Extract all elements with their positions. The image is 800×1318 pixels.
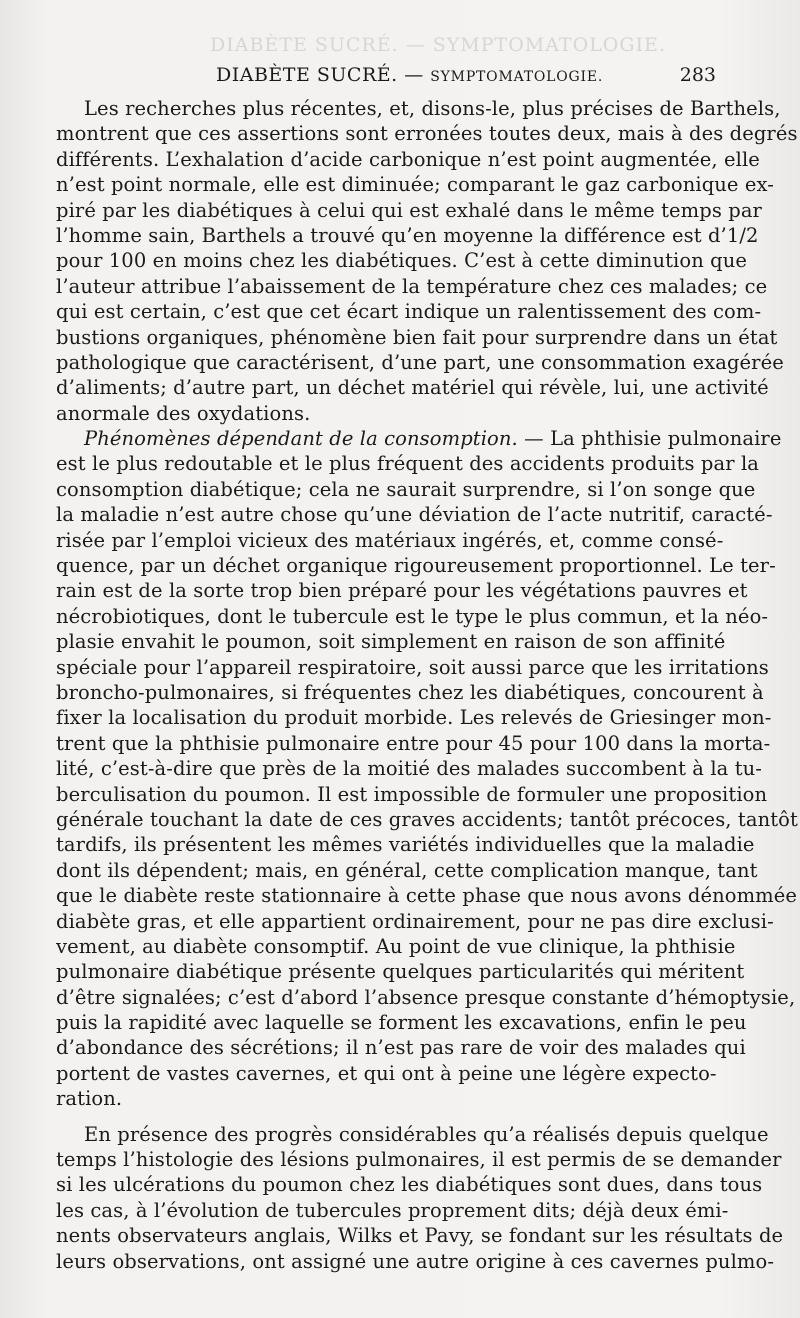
text-line: trent que la phthisie pulmonaire entre pour 45 pour 100 dans la morta-: [56, 731, 771, 755]
text-line: la maladie n’est autre chose qu’une déviation de l’acte nutritif, caracté-: [56, 503, 773, 527]
text-line: broncho-pulmonaires, si fréquentes chez les diabétiques, concourent à: [56, 680, 764, 704]
text-line: nents observateurs anglais, Wilks et Pavy, se fondant sur les résultats de: [56, 1224, 784, 1248]
text-line: spéciale pour l’appareil respiratoire, soit aussi parce que les irritations: [56, 655, 769, 679]
text-line: consomption diabétique; cela ne saurait surprendre, si l’on songe que: [56, 477, 756, 501]
text-line: portent de vastes cavernes, et qui ont à peine une légère expecto-: [56, 1061, 717, 1085]
text-line: différents. L’exhalation d’acide carbonique n’est point augmentée, elle: [56, 147, 760, 171]
text-line: nécrobiotiques, dont le tubercule est le type le plus commun, et la néo-: [56, 604, 769, 628]
text-line: pathologique que caractérisent, d’une part, une consommation exagérée: [56, 350, 784, 374]
text-line: plasie envahit le poumon, soit simplement en raison de son affinité: [56, 630, 726, 654]
text-line: d’aliments; d’autre part, un déchet matériel qui révèle, lui, une activité: [56, 376, 769, 400]
text-line: vement, au diabète consomptif. Au point de vue clinique, la phthisie: [56, 934, 736, 958]
text-line: anormale des oxydations.: [56, 401, 311, 425]
text-line: — La phthisie pulmonaire: [524, 427, 782, 451]
text-line: dont ils dépendent; mais, en général, cette complication manque, tant: [56, 858, 758, 882]
text-line: d’être signalées; c’est d’abord l’absence presque constante d’hémoptysie,: [56, 985, 796, 1009]
text-line: pour 100 en moins chez les diabétiques. C’est à cette diminution que: [56, 249, 748, 273]
text-line: générale touchant la date de ces graves accidents; tantôt précoces, tantôt: [56, 807, 798, 831]
text-line: si les ulcérations du poumon chez les diabétiques sont dues, dans tous: [56, 1173, 763, 1197]
text-line: ration.: [56, 1087, 123, 1111]
text-line: risée par l’emploi vicieux des matériaux ingérés, et, comme consé-: [56, 528, 724, 552]
section-heading: Phénomènes dépendant de la consomption.: [84, 427, 518, 451]
text-line: l’auteur attribue l’abaissement de la température chez ces malades; ce: [56, 274, 768, 298]
page-body: [56, 96, 798, 1274]
text-line: leurs observations, ont assigné une autre origine à ces cavernes pulmo-: [56, 1249, 775, 1273]
running-header: [56, 64, 716, 90]
bleed-through-text: DIABÈTE SUCRÉ. — SYMPTOMATOLOGIE.: [210, 34, 666, 56]
text-line: est le plus redoutable et le plus fréquent des accidents produits par la: [56, 452, 760, 476]
text-line: bustions organiques, phénomène bien fait pour surprendre dans un état: [56, 325, 778, 349]
header-subtitle: SYMPTOMATOLOGIE.: [430, 69, 604, 85]
text-line: temps l’histologie des lésions pulmonaires, il est permis de se demander: [56, 1148, 782, 1172]
page-number: 283: [679, 64, 716, 86]
section-line: [56, 426, 782, 451]
text-line: diabète gras, et elle appartient ordinairement, pour ne pas dire exclusi-: [56, 909, 774, 933]
paragraph-gap: [56, 1112, 716, 1122]
text-line: pulmonaire diabétique présente quelques particularités qui méritent: [56, 960, 745, 984]
text-line: les cas, à l’évolution de tubercules proprement dits; déjà deux émi-: [56, 1198, 729, 1222]
header-title: DIABÈTE SUCRÉ. — SYMPTOMATOLOGIE.: [216, 64, 604, 86]
text-line: l’homme sain, Barthels a trouvé qu’en moyenne la différence est d’1/2: [56, 223, 759, 247]
text-line: Les recherches plus récentes, et, disons-le, plus précises de Barthels,: [84, 97, 781, 120]
text-line: En présence des progrès considérables qu’a réalisés depuis quelque: [84, 1122, 769, 1146]
text-line: puis la rapidité avec laquelle se forment les excavations, enfin le peu: [56, 1011, 747, 1035]
text-line: piré par les diabétiques à celui qui est exhalé dans le même temps par: [56, 198, 762, 222]
text-line: n’est point normale, elle est diminuée; comparant le gaz carbonique ex-: [56, 173, 774, 197]
text-line: d’abondance des sécrétions; il n’est pas rare de voir des malades qui: [56, 1036, 746, 1060]
text-line: quence, par un déchet organique rigoureusement proportionnel. Le ter-: [56, 554, 776, 578]
text-line: que le diabète reste stationnaire à cette phase que nous avons dénommée: [56, 884, 798, 908]
text-line: tardifs, ils présentent les mêmes variétés individuelles que la maladie: [56, 833, 755, 857]
text-line: fixer la localisation du produit morbide. Les relevés de Griesinger mon-: [56, 706, 772, 730]
text-line: lité, c’est-à-dire que près de la moitié des malades succombent à la tu-: [56, 757, 762, 781]
text-line: rain est de la sorte trop bien préparé pour les végétations pauvres et: [56, 579, 748, 603]
text-line: qui est certain, c’est que cet écart indique un ralentissement des com-: [56, 300, 762, 324]
text-line: berculisation du poumon. Il est impossible de formuler une proposition: [56, 782, 768, 806]
text-line: montrent que ces assertions sont erronées toutes deux, mais à des degrés: [56, 122, 798, 146]
